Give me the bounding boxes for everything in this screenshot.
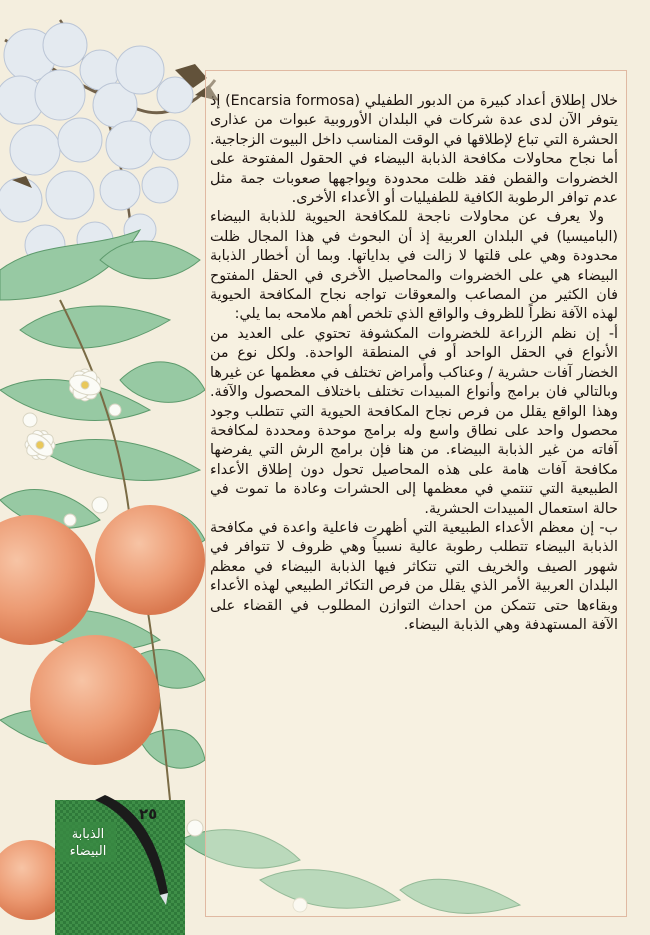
list-item-text: إن معظم الأعداء الطبيعية التي أظهرت فاعلية واعدة في مكافحة الذبابة البيضاء تتطلب رطوبة عالية نسبياً وهي ظروف لا تتوافر في شهور الصيف والخريف التي تتكاثر فيها الذبابة البيضاء في معظم البلدان العربية الأمر الذي يقلل من فرص التكاثر الطبيعي لهذه الأعداء وبقاءها حتى تتمكن من احداث التوازن المطلوب في القضاء على الآفة المستهدفة وهي الذبابة البيضاء. [210,519,618,633]
chapter-title-line1: الذبابة [71,827,105,842]
page-number: ٢٥ [139,805,158,823]
chapter-title-line2: البيضاء [69,844,107,859]
list-item-text: إن نظم الزراعة للخضروات المكشوفة تحتوي على العديد من الأنواع في الحقل الواحد أو في المنطقة الواحدة. ولكل نوع من الخضار آفات حشرية / وعناكب وأمراض تختلف في معظمها عن غيرها وبالتالي فان برامج وأنواع المبيدات تختلف باختلاف المحصول والآفة. وهذا الواقع يقلل من فرص نجاح المكافحة الحيوية التي تتطلب وجود محصول واحد على نطاق واسع وله برامج موحدة ومحددة لمكافحة آفاته من غير الذبابة البيضاء. من هنا فإن برامج الرش التي يفرضها مكافحة آفات هامة على هذه المحاصيل تحول دون إطلاق الأعداء الطبيعية التي تنتمي في معظمها إلى الحشرات وعادة ما تموت في حالة استعمال المبيدات الحشرية. [210,325,618,517]
body-text [210,92,618,635]
list-item-b [210,519,618,635]
paragraph-2: ولا يعرف عن محاولات ناجحة للمكافحة الحيوية للذبابة البيضاء (الباميسيا) في البلدان العربية إذ أن البحوث في هذا المجال ظلت محدودة وهي على قلتها لا زالت في بداياتها. وبما أن أخطار الذبابة البيضاء هي على الخضروات والمحاصيل الأخرى في الحقل المفتوح فان الكثير من المصاعب والمعوقات تواجه نجاح المكافحة الحيوية لهذه الآفة نظراً للظروف والواقع الذي تلخص أهم ملامحه بما يلي: [210,209,618,323]
chapter-title [62,826,114,860]
chapter-badge [55,795,185,935]
paragraph-1: خلال إطلاق أعداد كبيرة من الدبور الطفيلي (Encarsia formosa) إذ يتوفر الآن لدى عدة شركات في البلدان الأوروبية عبوات من عذارى الحشرة التي تباع لإطلاقها في الوقت المناسب داخل البيوت الزجاجية. أما نجاح محاولات مكافحة الذبابة البيضاء في الحقول المفتوحة على الخضروات والقطن فقد ظلت محدودة ويواجهها صعوبات جمة مثل عدم توافر الرطوبة الكافية للطفيليات أو الأعداء الأخرى. [210,93,618,207]
list-item-a [210,325,618,519]
list-item-label: أ- [608,325,618,342]
list-item-label: ب- [599,519,618,536]
